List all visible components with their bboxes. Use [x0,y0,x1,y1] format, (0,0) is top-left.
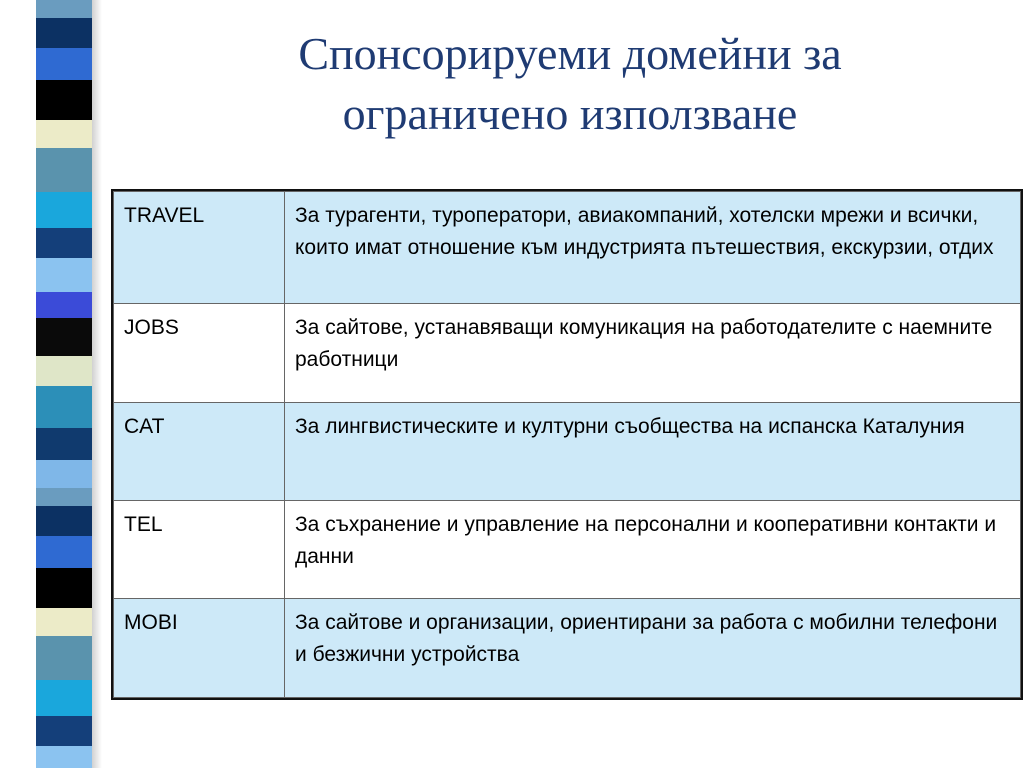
stripe-band [36,636,92,680]
stripe-band [36,746,92,768]
stripe-band [36,716,92,746]
stripe-band [36,258,92,292]
domain-description: За сайтове и организации, ориентирани за работа с мобилни телефони и безжични устройства [285,599,1021,698]
domain-code: TRAVEL [114,192,285,304]
stripe-band [36,356,92,386]
stripe-band [36,680,92,716]
stripe-band [36,428,92,460]
stripe-band [36,0,92,18]
domain-code: JOBS [114,304,285,403]
domain-description: За сайтове, устанавяващи комуникация на работодателите с наемните работници [285,304,1021,403]
stripe-band [36,192,92,228]
stripe-shadow [92,0,102,768]
stripe-band [36,148,92,192]
title-line-2: ограничено използване [342,88,798,139]
stripe-band [36,608,92,636]
stripe-band [36,18,92,48]
domains-table [111,189,1023,700]
domain-description: За лингвистическите и културни съобщества на испанска Каталуния [285,403,1021,501]
stripe-band [36,488,92,506]
decorative-stripe [36,0,92,768]
stripe-band [36,120,92,148]
stripe-band [36,386,92,428]
table-row [114,304,1021,403]
table-row [114,403,1021,501]
stripe-band [36,568,92,608]
stripe-band [36,228,92,258]
stripe-band [36,80,92,120]
stripe-band [36,536,92,568]
domain-code: CAT [114,403,285,501]
stripe-band [36,318,92,356]
table-row [114,501,1021,599]
stripe-band [36,506,92,536]
slide-title [170,24,970,144]
title-line-1: Спонсорируеми домейни за [298,28,842,79]
domain-description: За турагенти, туроператори, авиакомпаний, хотелски мрежи и всички, които имат отношение към индустрията пътешествия, екскурзии, отдих [285,192,1021,304]
stripe-band [36,460,92,488]
domain-code: TEL [114,501,285,599]
stripe-band [36,292,92,318]
domain-description: За съхранение и управление на персонални и кооперативни контакти и данни [285,501,1021,599]
table-row [114,192,1021,304]
table-row [114,599,1021,698]
stripe-band [36,48,92,80]
domain-code: MOBI [114,599,285,698]
